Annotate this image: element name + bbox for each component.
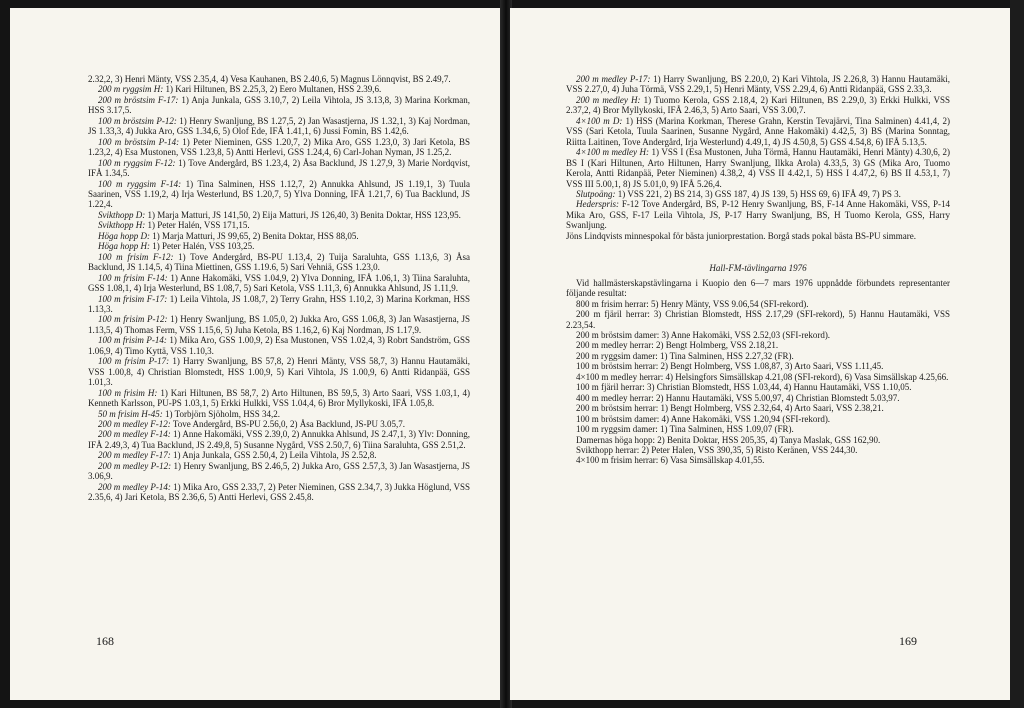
result-paragraph: [88, 450, 470, 460]
right-results-column: [566, 74, 950, 466]
section-paragraph: 4×100 m medley herrar: 4) Helsingfors Simsällskap 4.21,08 (SFI-rekord), 6) Vasa Simsällskap 4.25,66.: [576, 371, 949, 382]
event-label: 100 m ryggsim F-12:: [98, 157, 176, 168]
left-page: [10, 8, 502, 700]
result-paragraph: [88, 429, 470, 450]
section-paragraph: 400 m medley herrar: 2) Hannu Hautamäki, VSS 5.00,97, 4) Christian Blomstedt 5.03,97.: [576, 392, 900, 403]
section-paragraph: Svikthopp herrar: 2) Peter Halen, VSS 390,35, 5) Risto Keränen, VSS 244,30.: [576, 444, 858, 455]
result-paragraph: [566, 116, 950, 147]
result-paragraph: [566, 231, 950, 241]
event-label: Höga hopp H:: [98, 241, 150, 252]
event-label: 100 m bröstsim P-14:: [98, 136, 180, 147]
result-paragraph: [88, 231, 470, 241]
event-label: 100 m frisim F-12:: [98, 251, 174, 262]
result-paragraph: [88, 482, 470, 503]
result-paragraph: [88, 252, 470, 273]
event-label: 50 m frisim H-45:: [98, 408, 163, 419]
result-text: 1) VSS I (Esa Mustonen, Juha Törmä, Hannu Hautamäki, Henri Mänty) 4.30,6, 2) BS I (Kari Hiltunen, Arto Hiltunen, Harry Swanljung, Ilkka Arola) 4.33,5, 3) GS (Mika Aro, Tuomo Kerola, Antti Ridanpää, Peter Nieminen) 4.38,2, 4) VSS II 4.42,1, 5) HSS I 4.47,2, 6) BS II 4.53,1, 7) VSS III 5.00,1, 8) JS 5.01,0, 9) IFÅ 5.26,4.: [566, 147, 950, 189]
event-label: 200 m ryggsim H:: [98, 84, 164, 95]
result-paragraph: [566, 189, 950, 199]
result-text: 1) Anne Hakomäki, VSS 1.04,9, 2) Ylva Donning, IFÅ 1.06,1, 3) Tiina Saraluhta, GSS 1.08,1, 4) Irja Westerlund, BS 1.08,7, 5) Sari Ketola, VSS 1.11,3, 6) Annukka Ahlsund, JS 1.11,9.: [88, 272, 470, 294]
result-text: 1) Mika Aro, GSS 2.33,7, 2) Peter Nieminen, GSS 2.34,7, 3) Jukka Höglund, VSS 2.35,6, 4) Jari Ketola, BS 2.36,6, 5) Antti Herlevi, GSS 2.45,8.: [88, 481, 470, 503]
result-paragraph: [88, 273, 470, 294]
result-text: 1) Harry Swanljung, BS 57,8, 2) Henri Mänty, VSS 58,7, 3) Hannu Hautamäki, VSS 1.00,8, 4) Christian Blomstedt, HSS 1.00,9, 5) Kari Vihtola, JS 1.00,9, 6) Antti Ridanpää, GSS 1.01,3.: [88, 356, 470, 388]
event-label: 200 m bröstsim F-17:: [98, 94, 179, 105]
section-paragraph: Damernas höga hopp: 2) Benita Doktar, HSS 205,35, 4) Tanya Maslak, GSS 162,90.: [576, 434, 881, 445]
result-paragraph: [566, 95, 950, 116]
result-text: 1) Henry Swanljung, BS 1.05,0, 2) Jukka Aro, GSS 1.06,8, 3) Jan Wasastjerna, JS 1.13,5, 4) Thomas Ferm, VSS 1.15,6, 5) Juha Ketola, BS 1.16,2, 6) Kaj Nordman, JS 1.17,9.: [88, 314, 470, 335]
result-paragraph: [88, 335, 470, 356]
result-text: 1) Harry Swanljung, BS 2.20,0, 2) Kari Vihtola, JS 2.26,8, 3) Hannu Hautamäki, VSS 2.27,0, 4) Juha Törmä, VSS 2.29,1, 5) Henri Mänty, VSS 2.29,4, 6) Antti Ridanpää, GSS 2.33,3.: [566, 74, 950, 95]
result-text: 2.32,2, 3) Henri Mänty, VSS 2.35,4, 4) Vesa Kauhanen, BS 2.40,6, 5) Magnus Lönnqvist, BS 2.49,7.: [88, 74, 451, 84]
event-label: 200 m medley P-12:: [98, 460, 172, 471]
result-paragraph: [88, 294, 470, 315]
event-label: Svikthopp D:: [98, 209, 146, 220]
event-label: 100 m frisim P-12:: [98, 314, 168, 325]
result-text: 1) VSS 221, 2) BS 214, 3) GSS 187, 4) JS 139, 5) HSS 69, 6) IFÅ 49, 7) PS 3.: [615, 188, 901, 199]
section-paragraph: 800 m frisim herrar: 5) Henry Mänty, VSS 9.06,54 (SFI-rekord).: [576, 298, 809, 309]
result-paragraph: [88, 137, 470, 158]
event-label: 100 m frisim P-14:: [98, 335, 167, 346]
event-label: 200 m medley F-12:: [98, 418, 171, 429]
result-text: 1) Torbjörn Sjöholm, HSS 34,2.: [162, 408, 280, 419]
event-label: Slutpoäng:: [576, 188, 616, 199]
result-text: 1) Tina Salminen, HSS 1.12,7, 2) Annukka Ahlsund, JS 1.19,1, 3) Tuula Saarinen, VSS 1.19,2, 4) Irja Westerlund, BS 1.20,7, 5) Ylva Donning, IFÅ 1.21,7, 6) Tua Backlund, JS 1.22,4.: [88, 178, 470, 210]
section-body: [566, 278, 950, 466]
event-label: 100 m frisim F-17:: [98, 293, 168, 304]
result-text: 1) Peter Halén, VSS 171,15.: [145, 220, 250, 231]
event-label: 4×100 m medley H:: [576, 147, 650, 158]
result-paragraph: [88, 461, 470, 482]
edge-strip: [1010, 0, 1024, 708]
result-paragraph: [88, 95, 470, 116]
result-text: 1) Anja Junkala, GSS 2.50,4, 2) Leila Vihtola, JS 2.52,8.: [170, 450, 377, 461]
result-text: 1) Marja Matturi, JS 99,65, 2) Benita Doktar, HSS 88,05.: [150, 230, 359, 241]
result-text: 1) Kari Hiltunen, BS 58,7, 2) Arto Hiltunen, BS 59,5, 3) Arto Saari, VSS 1.03,1, 4) Kenneth Karlsson, PU-PS 1.03,1, 5) Erkki Hulkki, VSS 1.04,4, 6) Bror Myllykoski, IFÅ 1.05,8.: [88, 387, 470, 409]
section-paragraph: 100 m bröstsim damer: 4) Anne Hakomäki, VSS 1.20,94 (SFI-rekord).: [576, 413, 831, 424]
result-paragraph: [88, 356, 470, 387]
section-paragraph: 100 m ryggsim damer: 1) Tina Salminen, HSS 1.09,07 (FR).: [576, 424, 794, 435]
result-text: 1) Anne Hakomäki, VSS 2.39,0, 2) Annukka Ahlsund, JS 2.47,1, 3) Ylv: Donning, IFÅ 2.49,3, 4) Tua Backlund, JS 2.49,8, 5) Susanne Nygård, VSS 2.50,7, 6) Tiina Saraluhta, GSS 2.51,2.: [88, 429, 470, 450]
event-label: 200 m medley P-14:: [98, 481, 171, 492]
left-results-column: [88, 74, 470, 503]
right-page-number: 169: [899, 634, 917, 648]
event-label: Svikthopp H:: [98, 220, 146, 231]
result-text: Tove Andergård, BS-PU 2.56,0, 2) Åsa Backlund, JS-PU 3.05,7.: [170, 418, 406, 429]
result-paragraph: [88, 179, 470, 210]
result-paragraph: [88, 314, 470, 335]
event-label: Höga hopp D:: [98, 230, 150, 241]
event-label: Hederspris:: [576, 199, 619, 210]
event-label: 200 m medley F-14:: [98, 429, 171, 440]
result-paragraph: [88, 241, 470, 251]
event-label: 100 m frisim F-14:: [98, 272, 168, 283]
result-paragraph: [566, 199, 950, 230]
result-text: 1) Henry Swanljung, BS 1.27,5, 2) Jan Wasastjerna, JS 1.32,1, 3) Kaj Nordman, JS 1.33,3, 4) Jukka Aro, GSS 1.34,6, 5) Olof Ede, IFÅ 1.41,1, 6) Jussi Fomin, BS 1.42,6.: [88, 115, 470, 137]
section-paragraph: 200 m ryggsim damer: 1) Tina Salminen, HSS 2.27,32 (FR).: [576, 350, 794, 361]
event-label: 100 m bröstsim P-12:: [98, 115, 177, 126]
section-paragraph: 200 m medley herrar: 2) Bengt Holmberg, VSS 2.18,21.: [576, 340, 779, 351]
result-paragraph: [88, 84, 470, 94]
result-paragraph: [88, 74, 470, 84]
result-text: 1) Anja Junkala, GSS 3.10,7, 2) Leila Vihtola, JS 3.13,8, 3) Marina Korkman, HSS 3.17,5.: [88, 94, 470, 116]
event-label: 100 m ryggsim F-14:: [98, 178, 182, 189]
result-text: 1) Marja Matturi, JS 141,50, 2) Eija Matturi, JS 126,40, 3) Benita Doktar, HSS 123,95.: [145, 209, 461, 220]
result-text: Jöns Lindqvists minnespokal för bästa juniorprestation. Borgå stads pokal bästa BS-PU simmare.: [566, 230, 917, 241]
event-label: 200 m medley H:: [576, 94, 641, 105]
section-title: Hall-FM-tävlingarna 1976: [709, 263, 807, 274]
section-paragraph: 100 m fjäril herrar: 3) Christian Blomstedt, HSS 1.03,44, 4) Hannu Hautamäki, VSS 1.10,05.: [576, 382, 912, 393]
result-text: 1) HSS (Marina Korkman, Therese Grahn, Kerstin Tevajärvi, Tina Salminen) 4.41,4, 2) VSS (Sari Ketola, Tuula Saarinen, Susanne Nygård, Anne Hakomäki) 4.42,5, 3) BS (Marina Sonntag, Riitta Laitinen, Tove Andergård, Irja Westerlund) 4.49,1, 4) JS 4.50,8, 5) GSS 4.54,8, 6) IFÅ 5.13,5.: [566, 115, 951, 147]
result-text: 1) Mika Aro, GSS 1.00,9, 2) Esa Mustonen, VSS 1.02,4, 3) Robrt Sandström, GSS 1.06,9, 4) Timo Kyttä, VSS 1.10,3.: [88, 335, 470, 356]
section-paragraph: 200 m bröstsim damer: 3) Anne Hakomäki, VSS 2.52,03 (SFI-rekord).: [576, 329, 831, 340]
result-text: 1) Peter Halén, VSS 103,25.: [150, 241, 255, 252]
right-results-list: [566, 74, 950, 241]
section-paragraph: 4×100 m frisim herrar: 6) Vasa Simsällskap 4.01,55.: [576, 455, 765, 466]
event-label: 100 m frisim H:: [98, 387, 158, 398]
result-paragraph: [88, 419, 470, 429]
result-text: 1) Tove Andergård, BS 1.23,4, 2) Åsa Backlund, JS 1.27,9, 3) Marie Nordqvist, IFÅ 1.34,5.: [88, 157, 470, 179]
right-page: [510, 8, 1010, 700]
event-label: 200 m medley P-17:: [576, 74, 651, 84]
result-paragraph: [88, 116, 470, 137]
result-text: 1) Peter Nieminen, GSS 1.20,7, 2) Mika Aro, GSS 1.23,0, 3) Jari Ketola, BS 1.23,2, 4) Esa Mustonen, VSS 1.23,8, 5) Antti Herlevi, GSS 1.24,4, 6) Carl-Johan Nyman, JS 1.25,2.: [88, 136, 471, 158]
event-label: 100 m frisim P-17:: [98, 356, 170, 367]
result-text: 1) Tove Andergård, BS-PU 1.13,4, 2) Tuija Saraluhta, GSS 1.13,6, 3) Åsa Backlund, JS 1.14,5, 4) Tiina Miettinen, GSS 1.19.6, 5) Sari Vehniä, GSS 1.23,0.: [88, 251, 470, 273]
result-paragraph: [88, 210, 470, 220]
result-paragraph: [566, 74, 950, 95]
result-paragraph: [88, 388, 470, 409]
result-text: 1) Leila Vihtola, JS 1.08,7, 2) Terry Grahn, HSS 1.10,2, 3) Marina Korkman, HSS 1.13,3.: [88, 293, 471, 314]
result-text: 1) Tuomo Kerola, GSS 2.18,4, 2) Kari Hiltunen, BS 2.29,0, 3) Erkki Hulkki, VSS 2.37,2, 4) Bror Myllykoski, IFÅ 2.46,3, 5) Arto Saari, VSS 3.00,7.: [566, 94, 950, 116]
section-paragraph: Vid hallmästerskapstävlingarna i Kuopio den 6—7 mars 1976 uppnådde förbundets representanter följande resultat:: [566, 277, 950, 299]
result-paragraph: [88, 220, 470, 230]
result-text: 1) Kari Hiltunen, BS 2.25,3, 2) Eero Multanen, HSS 2.39,6.: [163, 84, 382, 95]
section-paragraph: 200 m fjäril herrar: 3) Christian Blomstedt, HSS 2.17,29 (SFI-rekord), 5) Hannu Hautamäki, VSS 2.23,54.: [566, 309, 950, 330]
event-label: 4×100 m D:: [576, 115, 623, 126]
result-text: F-12 Tove Andergård, BS, P-12 Henry Swanljung, BS, F-14 Anne Hakomäki, VSS, P-14 Mika Aro, GSS, F-17 Leila Vihtola, JS, P-17 Harry Swanljung, BS, H Tuomo Kerola, GSS, Harry Swanljung.: [566, 199, 950, 231]
left-page-number: 168: [96, 634, 114, 648]
event-label: 200 m medley F-17:: [98, 450, 171, 461]
result-paragraph: [566, 147, 950, 189]
result-paragraph: [88, 158, 470, 179]
result-text: 1) Henry Swanljung, BS 2.46,5, 2) Jukka Aro, GSS 2.57,3, 3) Jan Wasastjerna, JS 3.06,9.: [88, 460, 470, 482]
section-paragraph: 200 m bröstsim herrar: 1) Bengt Holmberg, VSS 2.32,64, 4) Arto Saari, VSS 2.38,21.: [576, 403, 884, 414]
section-paragraph: 100 m bröstsim herrar: 2) Bengt Holmberg, VSS 1.08,87, 3) Arto Saari, VSS 1.11,45.: [576, 361, 884, 372]
result-paragraph: [88, 409, 470, 419]
